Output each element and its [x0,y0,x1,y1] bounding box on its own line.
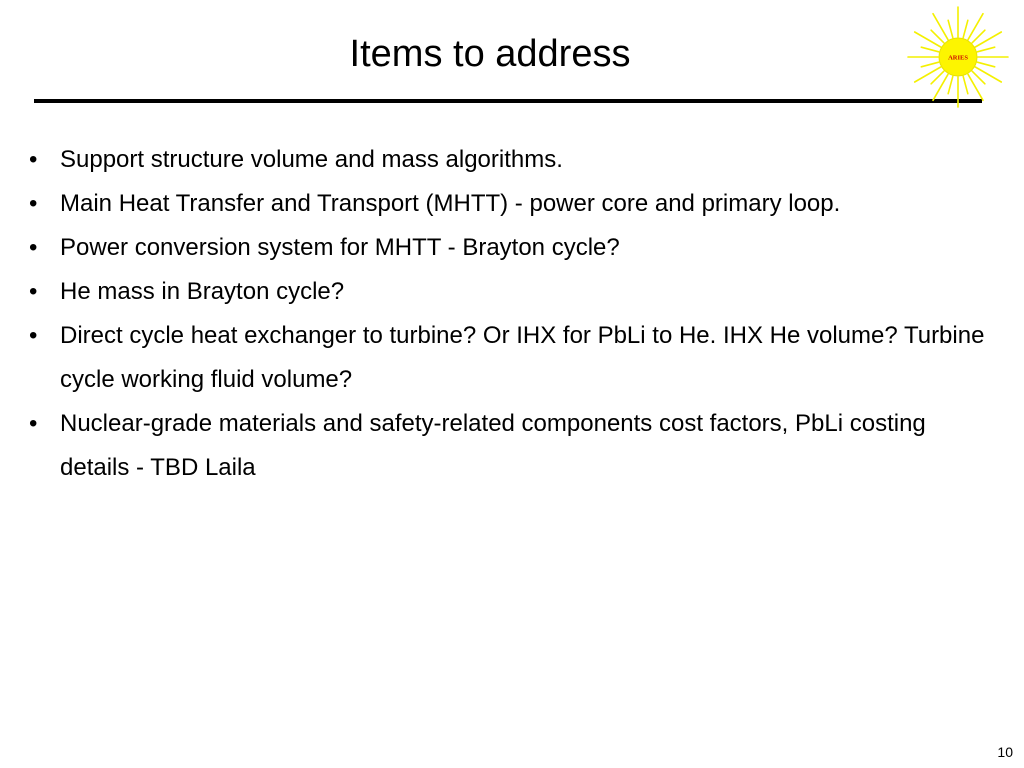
sun-ray [975,67,1001,82]
sun-ray [921,62,938,67]
sun-ray [977,62,994,67]
list-item [25,314,1000,402]
list-item [25,226,1000,270]
list-item [25,182,1000,226]
sun-ray [915,32,941,47]
sun-ray [968,74,983,100]
sun-ray [933,74,948,100]
bullet-icon: • [29,278,38,305]
sun-ray [963,76,968,93]
bullet-text: He mass in Brayton cycle? [60,278,345,305]
sun-ray [977,47,994,52]
slide-title: Items to address [349,33,631,75]
list-item [25,402,1000,490]
sun-ray [972,71,985,84]
bullet-icon: • [29,146,38,173]
aries-logo-text: ARIES [948,54,968,62]
bullet-text: Power conversion system for MHTT - Brayton cycle? [60,234,620,261]
bullet-icon: • [29,234,38,261]
sun-ray [931,30,944,43]
bullet-list [25,138,1000,490]
bullet-icon: • [29,190,38,217]
title-divider [34,99,982,103]
bullet-icon: • [29,322,38,349]
list-item [25,138,1000,182]
sun-ray [972,30,985,43]
sun-ray [921,47,938,52]
sun-ray [963,20,968,37]
sun-ray [933,14,948,40]
list-item [25,270,1000,314]
bullet-text: Main Heat Transfer and Transport (MHTT) - power core and primary loop. [60,190,841,217]
bullet-text: Support structure volume and mass algorithms. [60,146,563,173]
bullet-icon: • [29,410,38,437]
bullet-text: Direct cycle heat exchanger to turbine? Or IHX for PbLi to He. IHX He volume? Turbine cycle working fluid volume? [60,322,985,393]
sun-ray [975,32,1001,47]
sun-ray [931,71,944,84]
aries-logo [906,5,1010,109]
sun-ray [968,14,983,40]
sun-ray [915,67,941,82]
page-number: 10 [997,744,1013,760]
sun-ray [948,20,953,37]
bullet-text: Nuclear-grade materials and safety-related components cost factors, PbLi costing details - TBD Laila [60,410,926,481]
sun-ray [948,76,953,93]
